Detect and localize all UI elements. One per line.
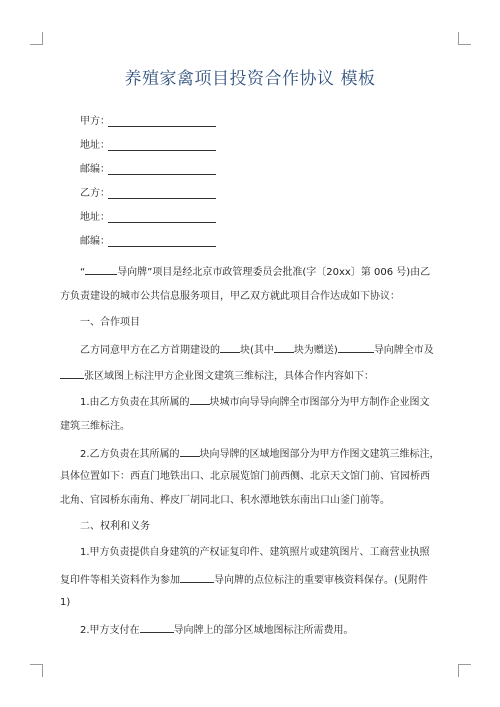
- section-1-item-2-line-3: 北角、官园桥东南角、桦皮厂胡同北口、积水潭地铁东南出口山釜门前等。: [60, 495, 390, 506]
- crop-mark-bottom-right: [458, 664, 471, 677]
- blank-project-name: [85, 264, 117, 275]
- crop-mark-top-right: [458, 32, 471, 45]
- party-b-field: [80, 186, 280, 202]
- section-1-item-1-line-2: 建筑三维标注。: [60, 421, 130, 432]
- section-2-item-1-line-3: 1): [60, 597, 71, 608]
- party-b-postcode-blank[interactable]: [108, 236, 216, 247]
- party-a-postcode-label: 邮编：: [80, 164, 110, 175]
- blank-sign-name-3: [140, 622, 174, 633]
- party-a-field: [80, 114, 280, 130]
- party-b-postcode-label: 邮编：: [80, 236, 110, 247]
- blank-sign-name-2: [180, 572, 214, 583]
- party-a-address-label: 地址：: [80, 140, 110, 151]
- crop-mark-top-left: [30, 32, 43, 45]
- blank-sign-name: [338, 342, 374, 353]
- section-2-item-2: 2.甲方支付在 导向牌上的部分区域地图标注所需费用。: [80, 622, 354, 638]
- section-2-heading: 二、权利和义务: [80, 521, 150, 532]
- section-1-heading: 一、合作项目: [80, 317, 140, 328]
- intro-line-1: “ 导向牌”项目是经北京市政管理委员会批准(字〔20xx〕第 006 号)由乙: [80, 264, 430, 280]
- party-b-address-field: [80, 210, 280, 226]
- section-1-item-2: 2.乙方负责在其所属的 块向导牌的区域地图部分为甲方作图文建筑三维标注，: [80, 446, 440, 462]
- party-b-label: 乙方：: [80, 188, 110, 199]
- intro-line-2: 方负责建设的城市公共信息服务项目，甲乙双方就此项目合作达成如下协议：: [60, 291, 400, 302]
- blank-count-gift: [274, 342, 294, 353]
- blank-count-total: [220, 342, 240, 353]
- blank-item-1-count: [190, 394, 210, 405]
- party-a-address-field: [80, 138, 280, 154]
- party-a-label: 甲方：: [80, 116, 110, 127]
- party-b-address-blank[interactable]: [108, 212, 216, 223]
- blank-item-2-count: [180, 446, 200, 457]
- party-b-blank[interactable]: [108, 188, 216, 199]
- party-a-postcode-field: [80, 162, 280, 178]
- section-1-item-1: 1.由乙方负责在其所属的 块城市向导导向牌全市图部分为甲方制作企业图文: [80, 394, 430, 410]
- section-1-para-1: 乙方同意甲方在乙方首期建设的 块(其中 块为赠送) 导向牌全市及: [80, 342, 434, 358]
- section-2-item-1-line-2: 复印件等相关资料作为参加 导向牌的点位标注的重要审核资料保存。(见附件: [60, 572, 428, 588]
- section-1-para-1-line-2: 张区域图上标注甲方企业图文建筑三维标注，具体合作内容如下：: [60, 368, 374, 384]
- blank-map-count: [60, 368, 84, 379]
- party-a-blank[interactable]: [108, 116, 216, 127]
- section-2-item-1: 1.甲方负责提供自身建筑的产权证复印件、建筑照片或建筑图片、工商营业执照: [80, 547, 430, 558]
- document-title: 养殖家禽项目投资合作协议 模板: [124, 69, 376, 89]
- section-1-item-2-line-2: 具体位置如下：西直门地铁出口、北京展览馆门前西侧、北京天文馆门前、官园桥西: [60, 471, 430, 482]
- party-a-postcode-blank[interactable]: [108, 164, 216, 175]
- party-b-address-label: 地址：: [80, 212, 110, 223]
- party-b-postcode-field: [80, 234, 280, 250]
- party-a-address-blank[interactable]: [108, 140, 216, 151]
- crop-mark-bottom-left: [30, 664, 43, 677]
